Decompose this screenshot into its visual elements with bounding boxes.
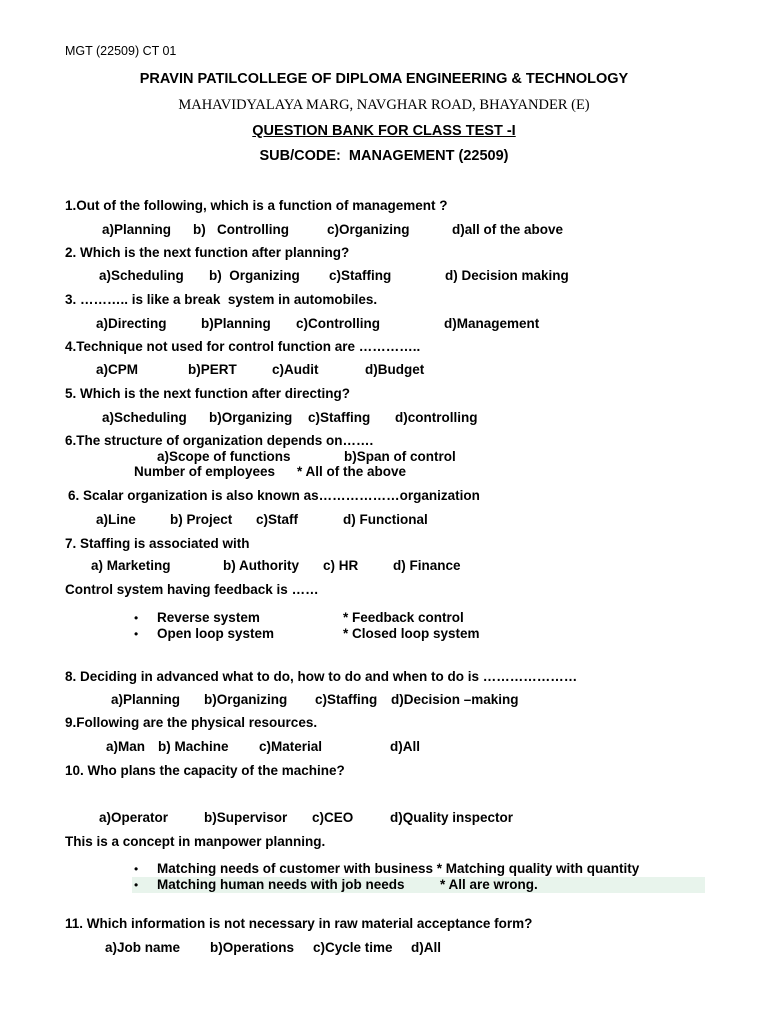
q10b-option-b: Matching human needs with job needs <box>157 877 405 892</box>
question-6b: 6. Scalar organization is also known as………………organization <box>68 488 480 503</box>
q11-option-a: a)Job name <box>105 940 181 955</box>
q10-option-d: d)Quality inspector <box>390 810 514 825</box>
bullet-glyph: • <box>134 862 139 876</box>
question-3: 3. ……….. is like a break system in automobiles. <box>65 292 378 307</box>
q8-option-d: d)Decision –making <box>391 692 519 707</box>
q8-option-c: c)Staffing <box>315 692 378 707</box>
q11-option-d: d)All <box>411 940 441 955</box>
question-4: 4.Technique not used for control function are ………….. <box>65 339 421 354</box>
q10-option-a: a)Operator <box>99 810 169 825</box>
q10-option-c: c)CEO <box>312 810 354 825</box>
q3-option-b: b)Planning <box>201 316 271 331</box>
q6b-option-d: d) Functional <box>343 512 428 527</box>
q7b-option-b: * Feedback control <box>343 610 464 625</box>
bullet-glyph: • <box>134 878 139 892</box>
q7-option-b: b) Authority <box>223 558 299 573</box>
question-11: 11. Which information is not necessary in raw material acceptance form? <box>65 916 533 931</box>
q8-option-a: a)Planning <box>111 692 181 707</box>
q10b-option-a: Matching needs of customer with business * Matching quality with quantity <box>157 861 640 876</box>
q5-option-d: d)controlling <box>395 410 478 425</box>
q7-option-c: c) HR <box>323 558 359 573</box>
question-7: 7. Staffing is associated with <box>65 536 250 551</box>
q7b-option-a: Reverse system <box>157 610 260 625</box>
q6-option-d: * All of the above <box>297 464 407 479</box>
question-5: 5. Which is the next function after directing? <box>65 386 351 401</box>
bullet-glyph: • <box>134 611 139 625</box>
q10b-option-c: * All are wrong. <box>440 877 538 892</box>
q5-option-c: c)Staffing <box>308 410 371 425</box>
q7b-option-d: * Closed loop system <box>343 626 480 641</box>
q7-option-a: a) Marketing <box>91 558 171 573</box>
q6-option-a: a)Scope of functions <box>157 449 291 464</box>
q1-option-b: b) Controlling <box>193 222 289 237</box>
q4-option-d: d)Budget <box>365 362 425 377</box>
q9-option-a: a)Man <box>106 739 146 754</box>
q7-option-d: d) Finance <box>393 558 461 573</box>
question-10b: This is a concept in manpower planning. <box>65 834 326 849</box>
q6b-option-b: b) Project <box>170 512 233 527</box>
q4-option-c: c)Audit <box>272 362 319 377</box>
question-9: 9.Following are the physical resources. <box>65 715 318 730</box>
doc-code: MGT (22509) CT 01 <box>65 44 177 58</box>
q9-option-d: d)All <box>390 739 420 754</box>
q9-option-c: c)Material <box>259 739 323 754</box>
q1-option-a: a)Planning <box>102 222 172 237</box>
q11-option-c: c)Cycle time <box>313 940 393 955</box>
q3-option-a: a)Directing <box>96 316 167 331</box>
subject-code: SUB/CODE: MANAGEMENT (22509) <box>259 148 509 164</box>
q6b-option-c: c)Staff <box>256 512 299 527</box>
question-8: 8. Deciding in advanced what to do, how to do and when to do is ………………… <box>65 669 578 684</box>
question-6: 6.The structure of organization depends on……. <box>65 433 374 448</box>
q2-option-c: c)Staffing <box>329 268 392 283</box>
q3-option-d: d)Management <box>444 316 540 331</box>
q7b-option-c: Open loop system <box>157 626 275 641</box>
q11-option-b: b)Operations <box>210 940 295 955</box>
q2-option-a: a)Scheduling <box>99 268 184 283</box>
q4-option-a: a)CPM <box>96 362 139 377</box>
question-bank-title: QUESTION BANK FOR CLASS TEST -I <box>252 123 516 139</box>
college-name: PRAVIN PATILCOLLEGE OF DIPLOMA ENGINEERING & TECHNOLOGY <box>139 71 629 87</box>
q3-option-c: c)Controlling <box>296 316 380 331</box>
q6-option-b: b)Span of control <box>344 449 456 464</box>
q8-option-b: b)Organizing <box>204 692 288 707</box>
q1-option-c: c)Organizing <box>327 222 410 237</box>
q4-option-b: b)PERT <box>188 362 237 377</box>
question-1: 1.Out of the following, which is a function of management ? <box>65 198 448 213</box>
q2-option-b: b) Organizing <box>209 268 300 283</box>
q5-option-a: a)Scheduling <box>102 410 187 425</box>
q6b-option-a: a)Line <box>96 512 136 527</box>
q6-option-c: Number of employees <box>134 464 276 479</box>
question-2: 2. Which is the next function after planning? <box>65 245 350 260</box>
q1-option-d: d)all of the above <box>452 222 564 237</box>
q2-option-d: d) Decision making <box>445 268 569 283</box>
question-10: 10. Who plans the capacity of the machine? <box>65 763 345 778</box>
bullet-glyph: • <box>134 627 139 641</box>
q5-option-b: b)Organizing <box>209 410 293 425</box>
q10-option-b: b)Supervisor <box>204 810 288 825</box>
q9-option-b: b) Machine <box>158 739 229 754</box>
college-address: MAHAVIDYALAYA MARG, NAVGHAR ROAD, BHAYANDER (E) <box>178 97 590 113</box>
question-7b: Control system having feedback is …… <box>65 582 319 597</box>
